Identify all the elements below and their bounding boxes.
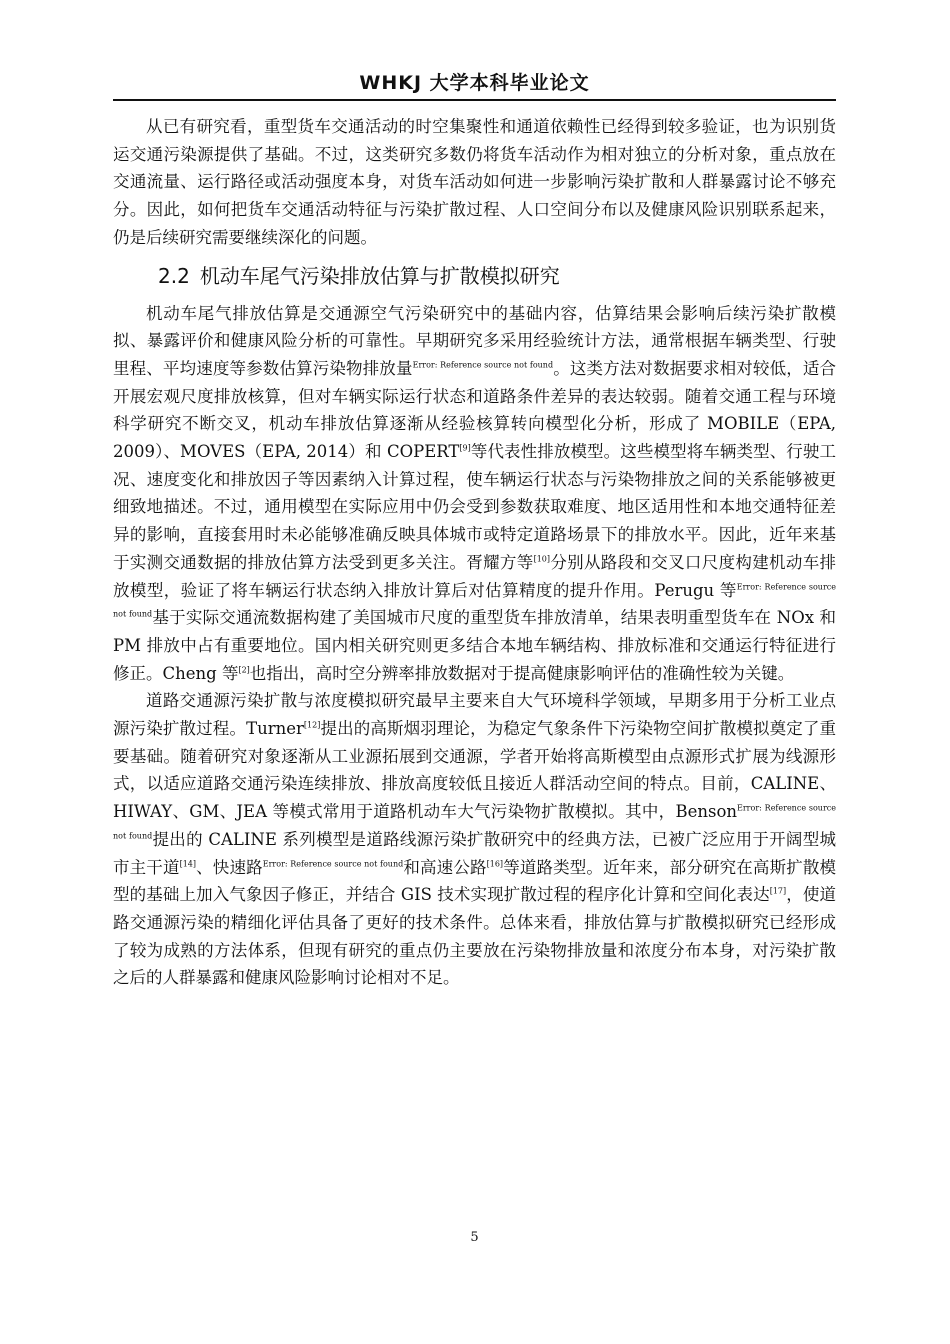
section-title: 机动车尾气污染排放估算与扩散模拟研究 <box>199 263 560 288</box>
citation-ref-16: [16] <box>486 859 504 869</box>
paragraph-2-text-a: 机动车尾气排放估算是交通源空气污染研究中的基础内容，估算结果会影响后续污染扩散模拟、暴露评价和健康风险分析的可靠性。早期研究多采用经验统计方法，通常根据车辆类型、行驶里程、平均速度等参数估算污染物排放量 <box>113 303 836 378</box>
paragraph-3 <box>113 687 836 992</box>
citation-ref-12: [12] <box>303 720 321 730</box>
paragraph-2-text-e: 基于实际交通流数据构建了美国城市尺度的重型货车排放清单，结果表明重型货车在 NOx 和 PM 排放中占有重要地位。国内相关研究则更多结合本地车辆结构、排放标准和交通运行特征进行修正。Cheng 等 <box>113 608 837 683</box>
header-title: WHKJ 大学本科毕业论文 <box>359 72 590 94</box>
paragraph-2-text-f: 也指出，高时空分辨率排放数据对于提高健康影响评估的准确性较为关键。 <box>249 663 795 683</box>
page-header <box>113 66 836 100</box>
paragraph-3-text-a: 道路交通源污染扩散与浓度模拟研究最早主要来自大气环境科学领域，早期多用于分析工业点源污染扩散过程。Turner <box>113 691 836 739</box>
citation-error-ref: Error: Reference source not found <box>412 360 554 370</box>
paragraph-3-text-c: 提出的 CALINE 系列模型是道路线源污染扩散研究中的经典方法，已被广泛应用于开阔型城市主干道 <box>113 829 836 877</box>
paragraph-3-text-f: 等道路类型。近年来，部分研究在高斯扩散模型的基础上加入气象因子修正，并结合 GIS 技术实现扩散过程的程序化计算和空间化表达 <box>113 857 837 905</box>
citation-error-ref: Error: Reference source not found <box>113 803 836 841</box>
citation-error-ref: Error: Reference source not found <box>113 582 837 619</box>
paragraph-2-text-d: 分别从路段和交叉口尺度构建机动车排放模型，验证了将车辆运行状态纳入排放计算后对估算精度的提升作用。Perugu 等 <box>113 552 837 600</box>
paragraph-2-text-b: 。这类方法对数据要求相对较低，适合开展宏观尺度排放核算，但对车辆实际运行状态和道路条件差异的表达较弱。随着交通工程与环境科学研究不断交叉，机动车排放估算逐渐从经验核算转向模型化分析，形成了 MOBILE（EPA, 2009）、MOVES（EPA, 2014）和 COPERT <box>113 358 837 462</box>
paragraph-3-text-g: ，使道路交通源污染的精细化评估具备了更好的技术条件。总体来看，排放估算与扩散模拟研究已经形成了较为成熟的方法体系，但现有研究的重点仍主要放在污染物排放量和浓度分布本身，对污染扩散之后的人群暴露和健康风险影响讨论相对不足。 <box>113 885 837 988</box>
paragraph-2-text-c: 等代表性排放模型。这些模型将车辆类型、行驶工况、速度变化和排放因子等因素纳入计算过程，使车辆运行状态与污染物排放之间的关系能够被更细致地描述。不过，通用模型在实际应用中仍会受到参数获取难度、地区适用性和本地交通特征差异的影响，直接套用时未必能够准确反映具体城市或特定道路场景下的排放水平。因此，近年来基于实测交通数据的排放估算方法受到更多关注。胥耀方等 <box>113 442 837 572</box>
citation-ref-9: [9] <box>459 443 471 453</box>
paragraph-3-text-e: 和高速公路 <box>403 857 487 877</box>
citation-ref-14: [14] <box>179 859 197 869</box>
citation-ref-2: [2] <box>238 665 250 675</box>
document-body <box>113 113 836 992</box>
citation-error-ref: Error: Reference source not found <box>262 859 404 869</box>
section-number: 2.2 <box>158 263 190 288</box>
citation-ref-17: [17] <box>769 886 787 896</box>
paragraph-2 <box>113 300 836 688</box>
page-footer <box>113 1230 836 1245</box>
citation-ref-10: [10] <box>533 554 551 564</box>
paragraph-3-text-b: 提出的高斯烟羽理论，为稳定气象条件下污染物空间扩散模拟奠定了重要基础。随着研究对象逐渐从工业源拓展到交通源，学者开始将高斯模型由点源形式扩展为线源形式，以适应道路交通污染连续排放、排放高度较低且接近人群活动空间的特点。目前，CALINE、HIWAY、GM、JEA 等模式常用于道路机动车大气污染物扩散模拟。其中，Benson <box>113 719 836 822</box>
paragraph-3-text-d: 、快速路 <box>196 857 263 877</box>
header-rule <box>113 99 836 101</box>
paragraph-1: 从已有研究看，重型货车交通活动的时空集聚性和通道依赖性已经得到较多验证，也为识别货运交通污染源提供了基础。不过，这类研究多数仍将货车活动作为相对独立的分析对象，重点放在交通流量、运行路径或活动强度本身，对货车活动如何进一步影响污染扩散和人群暴露讨论不够充分。因此，如何把货车交通活动特征与污染扩散过程、人口空间分布以及健康风险识别联系起来，仍是后续研究需要继续深化的问题。 <box>113 117 836 247</box>
section-heading <box>158 261 836 291</box>
page-number: 5 <box>470 1230 479 1245</box>
